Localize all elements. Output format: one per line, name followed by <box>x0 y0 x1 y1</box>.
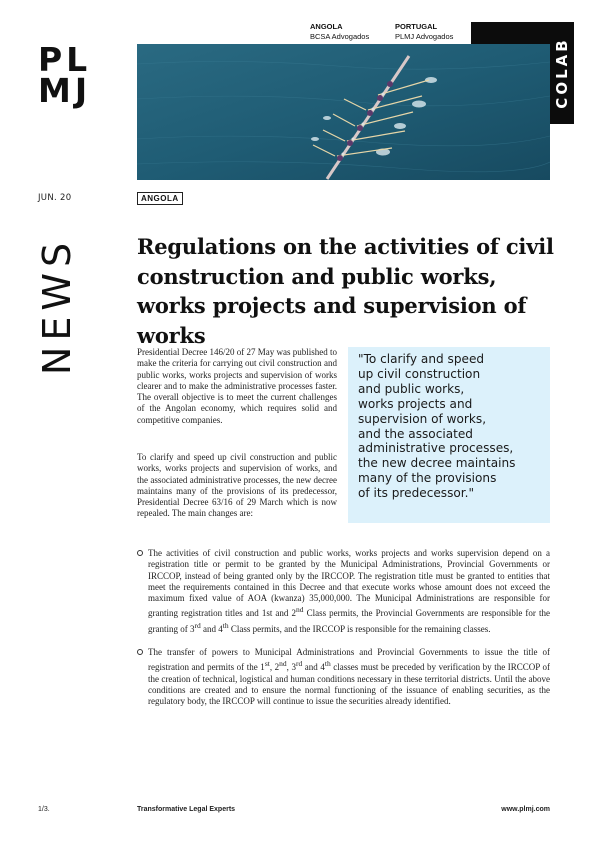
office-firm: PLMJ Advogados <box>395 31 454 41</box>
list-item: The transfer of powers to Municipal Administrations and Provincial Governments to issue the title of registration and permits of the 1st, 2nd, 3rd and 4th classes must be preceded by verification by the IRCCOP of the creation of technical, logistical and human conditions necessary in these territorial districts. Until the above conditions are created and to ensure the normal functioning of the issuance of enabling securities, as the regulatory body, the IRCCOP will continue to issue the securities already identified. <box>137 647 550 707</box>
quote-line: up civil construction <box>358 366 481 381</box>
main-changes-list <box>137 548 550 720</box>
quote-line: many of the provisions <box>358 471 497 486</box>
logo-line-2: MJ <box>38 71 92 110</box>
quote-line: supervision of works, <box>358 411 487 426</box>
office-portugal <box>395 22 453 41</box>
footer-tagline: Transformative Legal Experts <box>137 806 236 813</box>
office-angola <box>310 22 369 41</box>
quote-line: of its predecessor." <box>358 486 475 501</box>
body-paragraph-1: Presidential Decree 146/20 of 27 May was published to make the criteria for carrying out civil construction and public works, works projects and supervision of works clearer and to make the administrative processes faster. The overall objective is to meet the current challenges of the Angolan economy, which requires solid and competitive companies. <box>137 347 337 425</box>
plmj-logo <box>38 40 100 110</box>
country-tag: ANGOLA <box>137 192 183 205</box>
circle-bullet-icon <box>137 550 143 556</box>
issue-date: JUN. 20 <box>38 193 72 203</box>
quote-line: administrative processes, <box>358 441 514 456</box>
office-firm: BCSA Advogados <box>310 31 370 41</box>
header-black-bar <box>471 22 550 44</box>
quote-line: and public works, <box>358 381 465 396</box>
office-country: ANGOLA <box>310 22 343 31</box>
body-paragraph-2: To clarify and speed up civil construction and public works, works projects and supervision of works, and the associated administrative processes, the new decree maintains many of the provisions of its predecessor, Presidential Decree 63/16 of 29 March which is now repealed. The main changes are: <box>137 452 337 519</box>
list-item: The activities of civil construction and public works, works projects and works supervision depend on a registration title or permit to be granted by the Municipal Administrations, Provincial Governments or IRCCOP, instead of being granted only by the IRCCOP. The registration title must be granted to entities that meet the requirements contained in this Decree and that execute works whose amount does not exceed the maximum fixed value of AOA (kwanza) 35,000,000. The Municipal Administrations are responsible for granting registration titles and 1st and 2nd Class permits, the Provincial Governments are responsible for the granting of 3rd and 4th Class permits, and the IRCCOP is responsible for the remaining classes. <box>137 548 550 635</box>
circle-bullet-icon <box>137 649 143 655</box>
pull-quote <box>348 347 550 523</box>
page-number: 1/3. <box>38 806 50 813</box>
quote-line: "To clarify and speed <box>358 352 485 366</box>
article-title: Regulations on the activities of civil construction and public works, works projects and supervision of works <box>137 234 554 348</box>
footer-website-link[interactable]: www.plmj.com <box>501 806 550 813</box>
section-label: NEWS <box>35 236 79 376</box>
quote-line: and the associated <box>358 426 473 441</box>
logo-line-1: PL <box>38 40 92 79</box>
colab-label: COLAB <box>553 37 571 109</box>
colab-badge <box>550 22 574 124</box>
office-country: PORTUGAL <box>395 22 438 31</box>
hero-rowing-photo <box>137 44 550 180</box>
rowing-boat-illustration <box>137 44 550 180</box>
quote-line: works projects and <box>358 396 473 411</box>
quote-line: the new decree maintains <box>358 456 516 471</box>
